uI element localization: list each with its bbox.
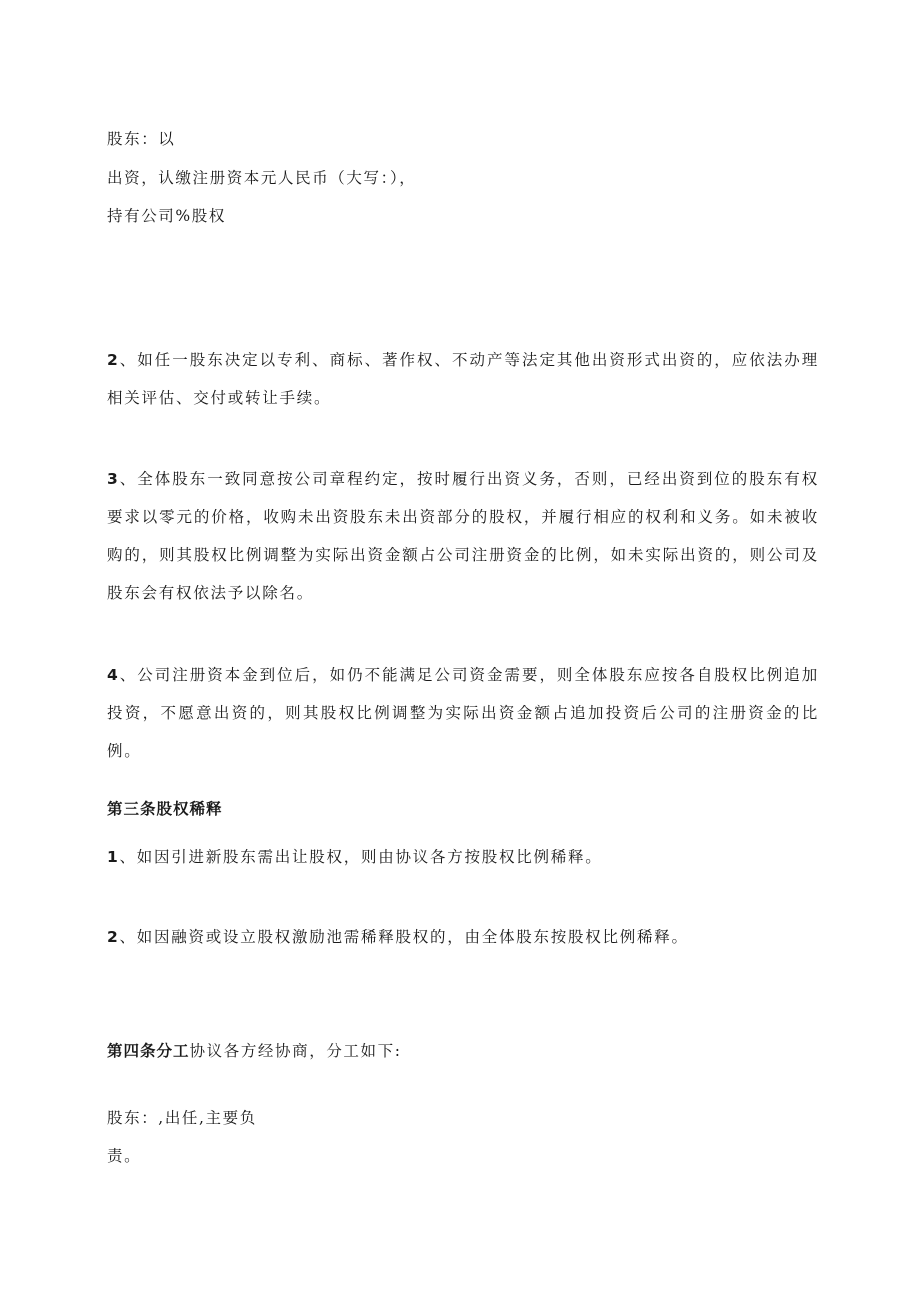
clause-number: 1 — [107, 848, 120, 866]
article-4-intro: 协议各方经协商，分工如下: — [189, 1042, 402, 1060]
shareholder-line-1: 股东：以 — [107, 130, 176, 148]
clause-3-1 — [107, 838, 819, 876]
clause-number: 4 — [107, 666, 120, 684]
clause-3-2 — [107, 918, 819, 956]
article-4-line — [107, 1040, 402, 1062]
clause-2-2 — [107, 341, 819, 417]
article-4-heading: 第四条分工 — [107, 1042, 190, 1060]
clause-number: 2 — [107, 928, 120, 946]
clause-number: 2 — [107, 351, 120, 369]
clause-text: 、公司注册资本金到位后，如仍不能满足公司资金需要，则全体股东应按各自股权比例追加投资，不愿意出资的，则其股权比例调整为实际出资金额占追加投资后公司的注册资金的比例。 — [107, 666, 819, 760]
division-line-2: 责。 — [107, 1147, 142, 1165]
division-line-1: 股东：,出任,主要负 — [107, 1109, 257, 1127]
shareholder-line-2: 出资，认缴注册资本元人民币（大写：）， — [107, 169, 417, 187]
clause-2-3 — [107, 460, 819, 612]
clause-text: 、如任一股东决定以专利、商标、著作权、不动产等法定其他出资形式出资的，应依法办理相关评估、交付或转让手续。 — [107, 351, 819, 407]
clause-text: 、如因引进新股东需出让股权，则由协议各方按股权比例稀释。 — [119, 848, 603, 866]
shareholder-line-3: 持有公司%股权 — [107, 207, 226, 225]
clause-text: 、全体股东一致同意按公司章程约定，按时履行出资义务，否则，已经出资到位的股东有权要求以零元的价格，收购未出资股东未出资部分的股权，并履行相应的权利和义务。如未被收购的，则其股权比例调整为实际出资金额占公司注册资金的比例，如未实际出资的，则公司及股东会有权依法予以除名。 — [107, 470, 819, 602]
clause-number: 3 — [107, 470, 120, 488]
clause-2-4 — [107, 656, 819, 770]
article-3-heading: 第三条股权稀释 — [107, 800, 223, 818]
clause-text: 、如因融资或设立股权激励池需稀释股权的，由全体股东按股权比例稀释。 — [119, 928, 689, 946]
